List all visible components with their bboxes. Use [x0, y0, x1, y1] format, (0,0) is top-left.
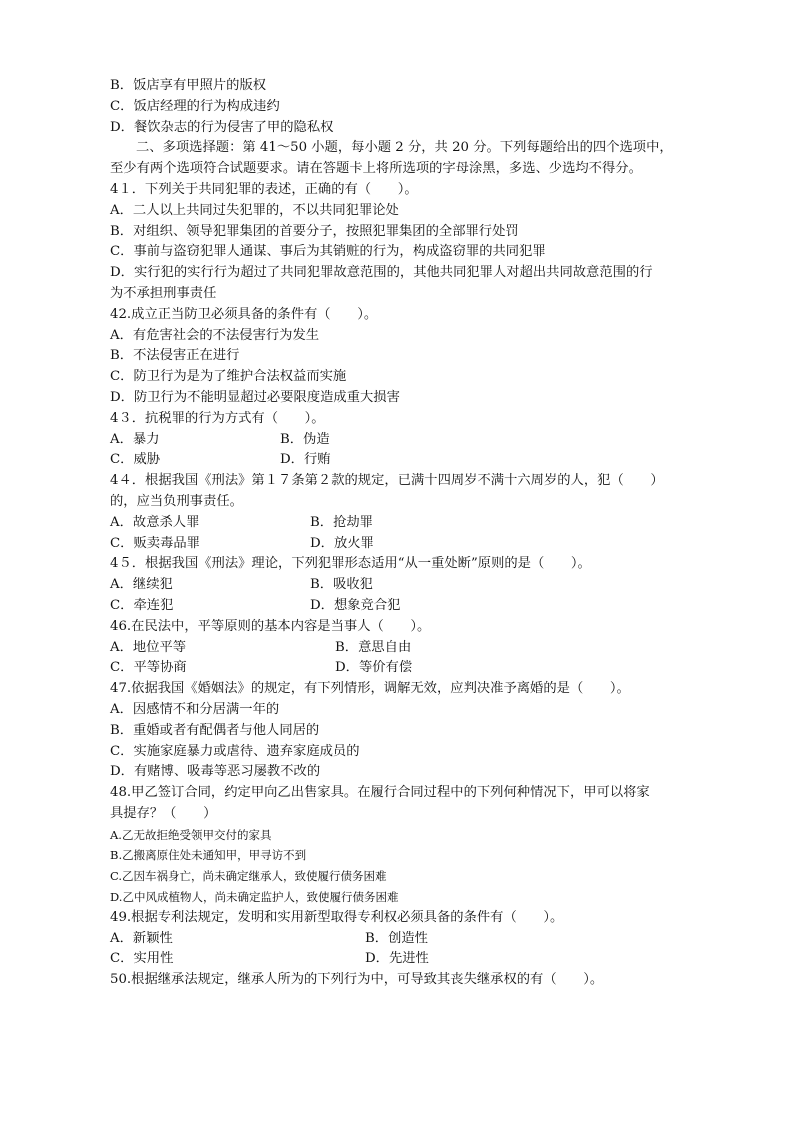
- option-a: A．继续犯: [110, 577, 173, 593]
- option-d: D．餐饮杂志的行为侵害了甲的隐私权: [110, 119, 334, 135]
- option-c: C.乙因车祸身亡，尚未确定继承人，致使履行债务困难: [110, 869, 387, 884]
- options-row: [110, 534, 690, 555]
- option-b: B．意思自由: [335, 639, 412, 655]
- option-c: C．牵连犯: [110, 597, 174, 613]
- option-b: B．吸收犯: [310, 577, 373, 593]
- question-46: 46.在民法中，平等原则的基本内容是当事人（ ）。: [110, 618, 431, 634]
- section-intro: 二、多项选择题：第 41～50 小题，每小题 2 分，共 20 分。下列每题给出的四个选项中，: [136, 140, 673, 156]
- options-row: [110, 575, 690, 596]
- option-d: D．放火罪: [310, 535, 374, 551]
- option-d: D．等价有偿: [335, 660, 413, 676]
- option-a: A．地位平等: [110, 639, 187, 655]
- option-c: C．事前与盗窃犯罪人通谋、事后为其销赃的行为，构成盗窃罪的共同犯罪: [110, 244, 546, 260]
- question-42: 42.成立正当防卫必须具备的条件有（ ）。: [110, 306, 378, 322]
- option-d: D．防卫行为不能明显超过必要限度造成重大损害: [110, 389, 400, 405]
- option-a: A．故意杀人罪: [110, 514, 200, 530]
- option-a: A．二人以上共同过失犯罪的，不以共同犯罪论处: [110, 202, 399, 218]
- question-41: 4１．下列关于共同犯罪的表述，正确的有（ ）。: [110, 181, 418, 197]
- options-row: [110, 929, 690, 950]
- option-d-cont: 为不承担刑事责任: [110, 285, 217, 301]
- option-a: A.乙无故拒绝受领甲交付的家具: [110, 827, 272, 842]
- options-row: [110, 450, 690, 471]
- option-d: D．行贿: [280, 452, 331, 468]
- option-c: C．实施家庭暴力或虐待、遗弃家庭成员的: [110, 743, 360, 759]
- option-b: B．对组织、领导犯罪集团的首要分子，按照犯罪集团的全部罪行处罚: [110, 223, 519, 239]
- option-c: C．防卫行为是为了维护合法权益而实施: [110, 369, 347, 385]
- question-48-cont: 具提存？（ ）: [110, 805, 217, 821]
- option-d: D．想象竞合犯: [310, 597, 401, 613]
- question-47: 47.依据我国《婚姻法》的规定，有下列情形，调解无效，应判决准予离婚的是（ ）。: [110, 681, 630, 697]
- option-b: B．抢劫罪: [310, 514, 373, 530]
- option-c: C．饭店经理的行为构成违约: [110, 98, 280, 114]
- option-b: B．创造性: [365, 930, 428, 946]
- option-b: B．不法侵害正在进行: [110, 348, 240, 364]
- options-row: [110, 430, 690, 451]
- options-row: [110, 638, 690, 659]
- option-d: D．实行犯的实行行为超过了共同犯罪故意范围的，其他共同犯罪人对超出共同故意范围的行: [110, 265, 653, 281]
- page-content: [110, 76, 690, 991]
- option-c: C．威胁: [110, 452, 161, 468]
- option-d: D.乙中风成植物人，尚未确定监护人，致使履行债务困难: [110, 890, 399, 905]
- question-45: 4５．根据我国《刑法》理论，下列犯罪形态适用“从一重处断”原则的是（ ）。: [110, 556, 591, 572]
- question-50: 50.根据继承法规定，继承人所为的下列行为中，可导致其丧失继承权的有（ ）。: [110, 972, 604, 988]
- option-d: D．有赌博、吸毒等恶习屡教不改的: [110, 764, 321, 780]
- question-44-cont: 的，应当负刑事责任。: [110, 493, 243, 509]
- section-intro-cont: 至少有两个选项符合试题要求。请在答题卡上将所选项的字母涂黑，多选、少选均不得分。: [110, 161, 642, 177]
- question-49: 49.根据专利法规定，发明和实用新型取得专利权必须具备的条件有（ ）。: [110, 909, 564, 925]
- option-a: A．新颖性: [110, 930, 173, 946]
- options-row: [110, 658, 690, 679]
- option-a: A．暴力: [110, 431, 160, 447]
- option-a: A．有危害社会的不法侵害行为发生: [110, 327, 320, 343]
- option-b: B．饭店享有甲照片的版权: [110, 78, 267, 93]
- options-row: [110, 513, 690, 534]
- option-c: C．贩卖毒品罪: [110, 535, 200, 551]
- options-row: [110, 949, 690, 970]
- question-43: 4３．抗税罪的行为方式有（ ）。: [110, 410, 325, 426]
- question-48: 48.甲乙签订合同，约定甲向乙出售家具。在履行合同过程中的下列何种情况下，甲可以将家: [110, 785, 650, 801]
- option-b: B．重婚或者有配偶者与他人同居的: [110, 722, 320, 738]
- option-c: C．实用性: [110, 951, 174, 967]
- options-row: [110, 596, 690, 617]
- option-b: B.乙搬离原住处未通知甲，甲寻访不到: [110, 848, 307, 863]
- option-a: A．因感情不和分居满一年的: [110, 701, 280, 717]
- option-c: C．平等协商: [110, 660, 187, 676]
- option-b: B．伪造: [280, 431, 330, 447]
- question-44: 4４．根据我国《刑法》第１７条第２款的规定，已满十四周岁不满十六周岁的人，犯（ ）: [110, 473, 664, 489]
- option-d: D．先进性: [365, 951, 429, 967]
